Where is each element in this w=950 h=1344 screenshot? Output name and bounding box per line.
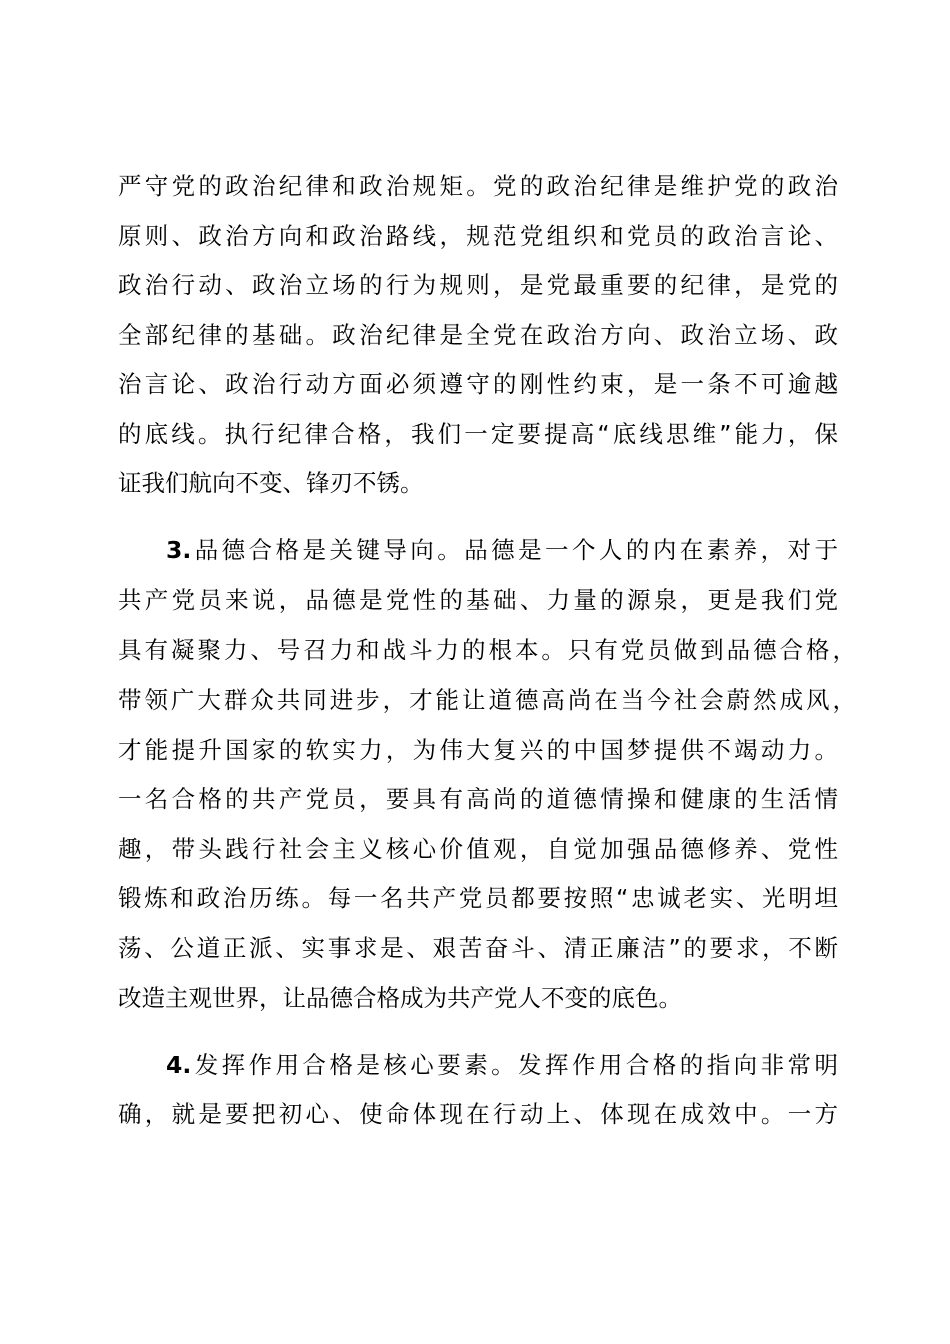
section-heading-line [166, 530, 838, 570]
body-text-line: 的底线。执行纪律合格，我们一定要提高“底线思维”能力，保 [118, 420, 838, 448]
section-number: 4. [166, 1051, 192, 1079]
body-text-line: 证我们航向不变、锋刃不锈。 [118, 469, 424, 497]
body-text-line: 严守党的政治纪律和政治规矩。党的政治纪律是维护党的政治 [118, 172, 838, 200]
body-text-line: 锻炼和政治历练。每一名共产党员都要按照“忠诚老实、光明坦 [118, 884, 838, 912]
body-text-line: 全部纪律的基础。政治纪律是全党在政治方向、政治立场、政 [118, 321, 838, 349]
section-heading-line [166, 1045, 838, 1085]
body-text-line: 具有凝聚力、号召力和战斗力的根本。只有党员做到品德合格， [118, 636, 856, 664]
body-text-line: 一名合格的共产党员，要具有高尚的道德情操和健康的生活情 [118, 785, 838, 813]
body-text-line: 改造主观世界，让品德合格成为共产党人不变的底色。 [118, 984, 682, 1012]
section-number: 3. [166, 536, 192, 564]
body-text-line: 确，就是要把初心、使命体现在行动上、体现在成效中。一方 [118, 1100, 838, 1128]
body-text-line: 荡、公道正派、实事求是、艰苦奋斗、清正廉洁”的要求，不断 [118, 934, 838, 962]
body-text-line: 治言论、政治行动方面必须遵守的刚性约束，是一条不可逾越 [118, 370, 838, 398]
body-text-line: 政治行动、政治立场的行为规则，是党最重要的纪律，是党的 [118, 271, 838, 299]
section-heading-text: 品德合格是关键导向。品德是一个人的内在素养，对于 [191, 536, 838, 564]
body-text-line: 共产党员来说，品德是党性的基础、力量的源泉，更是我们党 [118, 586, 838, 614]
body-text-line: 带领广大群众共同进步，才能让道德高尚在当今社会蔚然成风， [118, 686, 856, 714]
section-heading-text: 发挥作用合格是核心要素。发挥作用合格的指向非常明 [191, 1051, 838, 1079]
body-text-line: 原则、政治方向和政治路线，规范党组织和党员的政治言论、 [118, 222, 838, 250]
body-text-line: 趣，带头践行社会主义核心价值观，自觉加强品德修养、党性 [118, 835, 838, 863]
body-text-line: 才能提升国家的软实力，为伟大复兴的中国梦提供不竭动力。 [118, 736, 838, 764]
